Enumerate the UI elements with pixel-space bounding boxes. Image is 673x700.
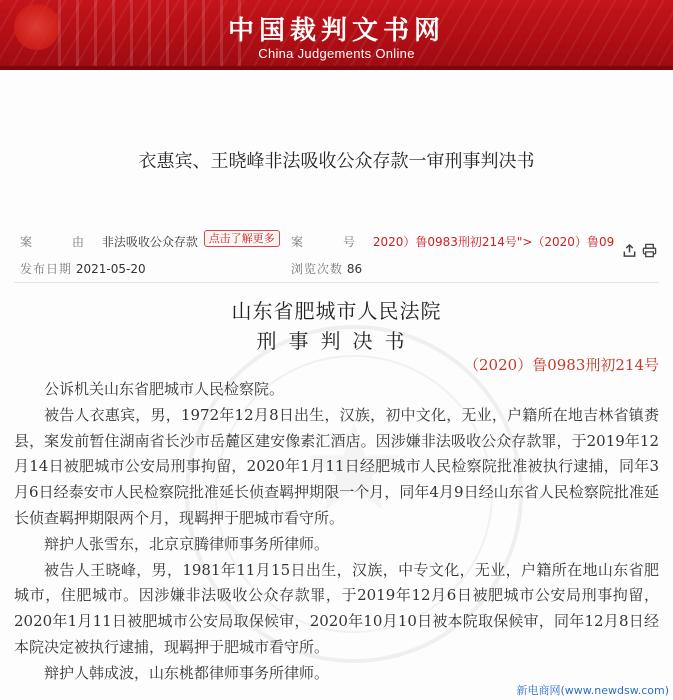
case-number-label: 案 号 [291,235,370,249]
case-number: （2020）鲁0983刑初214号 [464,356,659,374]
print-icon[interactable] [640,241,658,259]
publish-date-value: 2021-05-20 [75,262,146,276]
site-header-banner [0,0,673,70]
document-title: 衣惠宾、王晓峰非法吸收公众存款一审刑事判决书 [138,151,535,172]
learn-more-button[interactable]: 点击了解更多 [204,230,280,247]
paragraph: 被告人王晓峰，男，1981年11月15日出生，汉族，中专文化，无业，户籍所在地山东省肥城市，住肥城市。因涉嫌非法吸收公众存款罪，于2019年12月6日被肥城市公安局刑事拘留，2020年1月11日被肥城市公安局取保候审，2020年10月10日被本院取保候审，同年12月8日经本院决定被执行逮捕，现羁押于肥城市看守所。 [14,560,659,656]
divider [14,282,659,283]
site-title[interactable]: 中国裁判文书网 [227,16,445,46]
document-type: 刑事判决书 [256,329,417,353]
star-icon: ★ [300,399,408,538]
paragraph: 辩护人韩成波，山东桃都律师事务所律师。 [44,663,330,682]
site-subtitle: China Judgements Online [258,46,415,61]
view-count-value: 86 [346,262,363,276]
paragraph: 被告人衣惠宾，男，1972年12月8日出生，汉族，初中文化，无业，户籍所在地吉林省镇赉县，案发前暂住湖南省长沙市岳麓区建安像素汇酒店。因涉嫌非法吸收公众存款罪，于2019年12月14日被肥城市公安局刑事拘留，2020年1月11日经肥城市人民检察院批准被执行逮捕，同年3月6日经泰安市人民检察院批准延长侦查羁押期限一个月，同年4月9日经山东省人民检察院批准延长侦查羁押期限两个月，现羁押于肥城市看守所。 [14,405,659,527]
publish-date-label: 发布日期 [20,262,73,276]
case-number-value: 2020）鲁0983刑初214号">（2020）鲁09 [372,235,615,249]
case-number-field [291,233,614,250]
publish-date-field [20,260,146,277]
view-count-field [291,260,362,277]
share-icon[interactable] [620,241,638,259]
case-cause-value: 非法吸收公众存款 [101,235,198,249]
site-watermark: 新电商网(www.newdsw.com) [516,684,669,697]
case-cause-field [20,233,280,251]
paragraph: 公诉机关山东省肥城市人民检察院。 [44,380,285,398]
view-count-label: 浏览次数 [291,262,344,276]
judgment-body [14,377,659,687]
paragraph: 辩护人张雪东，北京京腾律师事务所律师。 [44,534,330,553]
court-name: 山东省肥城市人民法院 [231,299,442,323]
document-panel [0,70,673,700]
case-cause-label: 案 由 [20,235,99,249]
